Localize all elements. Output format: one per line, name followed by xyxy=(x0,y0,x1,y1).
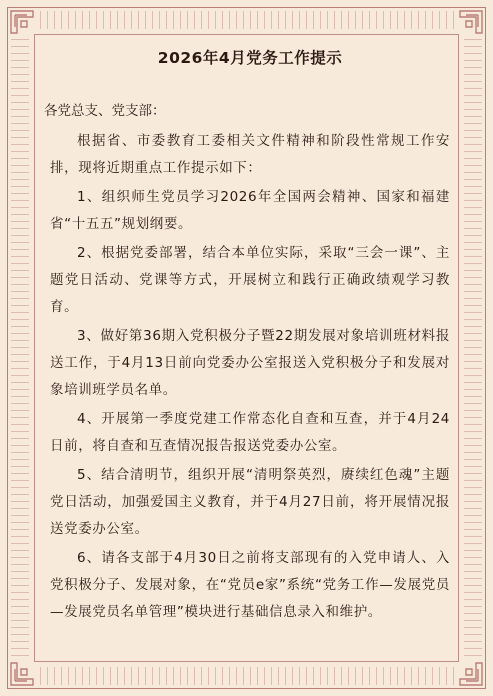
bottom-fret-band xyxy=(34,667,459,685)
item-6-paragraph: 6、请各支部于4月30日之前将支部现有的入党申请人、入党积极分子、发展对象，在“党员e家”系统“党务工作—发展党员—发展党员名单管理”模块进行基础信息录入和维护。 xyxy=(50,550,450,620)
top-fret-band xyxy=(34,11,459,29)
item-4-paragraph: 4、开展第一季度党建工作常态化自查和互查，并于4月24日前，将自查和互查情况报告报送党委办公室。 xyxy=(50,411,450,454)
item-5-paragraph: 5、结合清明节，组织开展“清明祭英烈，赓续红色魂”主题党日活动，加强爱国主义教育，并于4月27日前，将开展情况报送党委办公室。 xyxy=(50,467,450,537)
corner-ornament-icon xyxy=(9,9,35,35)
corner-ornament-icon xyxy=(458,9,484,35)
notice-content xyxy=(44,46,450,628)
notice-title: 2026年4月党务工作提示 xyxy=(157,49,343,67)
intro-paragraph: 根据省、市委教育工委相关文件精神和阶段性常规工作安排，现将近期重点工作提示如下： xyxy=(50,133,450,176)
right-fret-band xyxy=(464,34,482,662)
item-1-paragraph: 1、组织师生党员学习2026年全国两会精神、国家和福建省“十五五”规划纲要。 xyxy=(50,189,450,232)
item-3-paragraph: 3、做好第36期入党积极分子暨22期发展对象培训班材料报送工作，于4月13日前向党委办公室报送入党积极分子和发展对象培训班学员名单。 xyxy=(50,328,450,398)
salutation: 各党总支、党支部： xyxy=(44,103,166,119)
left-fret-band xyxy=(11,34,29,662)
corner-ornament-icon xyxy=(458,661,484,687)
item-2-paragraph: 2、根据党委部署，结合本单位实际，采取“三会一课”、主题党日活动、党课等方式，开展树立和践行正确政绩观学习教育。 xyxy=(50,245,450,315)
corner-ornament-icon xyxy=(9,661,35,687)
